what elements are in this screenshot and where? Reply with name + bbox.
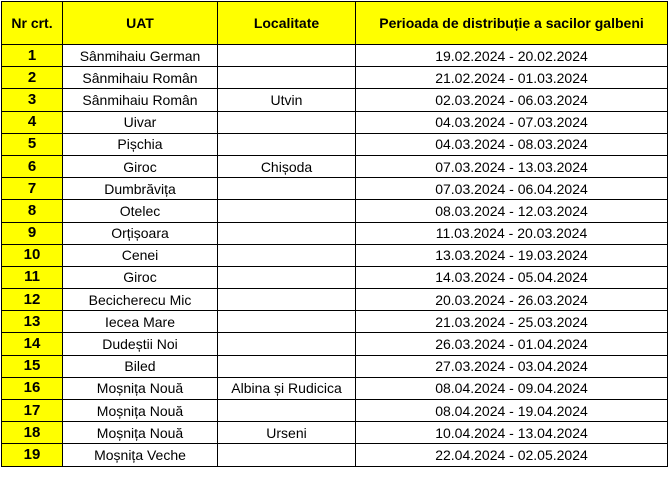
cell-perioada: 14.03.2024 - 05.04.2024 xyxy=(356,266,668,288)
cell-uat: Orțișoara xyxy=(63,222,218,244)
cell-nr: 12 xyxy=(2,289,63,311)
cell-uat: Becicherecu Mic xyxy=(63,289,218,311)
cell-uat: Dumbrăvița xyxy=(63,178,218,200)
cell-uat: Moșnița Nouă xyxy=(63,422,218,444)
header-localitate: Localitate xyxy=(218,2,356,45)
cell-nr: 3 xyxy=(2,89,63,111)
cell-localitate xyxy=(218,311,356,333)
cell-nr: 19 xyxy=(2,444,63,466)
cell-nr: 17 xyxy=(2,400,63,422)
header-uat: UAT xyxy=(63,2,218,45)
cell-uat: Moșnița Nouă xyxy=(63,377,218,399)
table-body xyxy=(2,45,668,467)
cell-localitate xyxy=(218,333,356,355)
cell-perioada: 10.04.2024 - 13.04.2024 xyxy=(356,422,668,444)
cell-nr: 16 xyxy=(2,377,63,399)
table-row xyxy=(2,444,668,466)
cell-uat: Otelec xyxy=(63,200,218,222)
cell-nr: 15 xyxy=(2,355,63,377)
table-row xyxy=(2,155,668,177)
cell-uat: Dudeștii Noi xyxy=(63,333,218,355)
cell-localitate: Chișoda xyxy=(218,155,356,177)
table-header xyxy=(2,2,668,45)
cell-nr: 7 xyxy=(2,178,63,200)
cell-localitate xyxy=(218,355,356,377)
cell-uat: Moșnița Veche xyxy=(63,444,218,466)
cell-localitate xyxy=(218,289,356,311)
table-row xyxy=(2,111,668,133)
cell-nr: 10 xyxy=(2,244,63,266)
cell-perioada: 13.03.2024 - 19.03.2024 xyxy=(356,244,668,266)
table-row xyxy=(2,222,668,244)
cell-perioada: 21.02.2024 - 01.03.2024 xyxy=(356,67,668,89)
cell-localitate xyxy=(218,200,356,222)
cell-uat: Biled xyxy=(63,355,218,377)
cell-nr: 4 xyxy=(2,111,63,133)
cell-uat: Iecea Mare xyxy=(63,311,218,333)
cell-perioada: 27.03.2024 - 03.04.2024 xyxy=(356,355,668,377)
cell-nr: 13 xyxy=(2,311,63,333)
cell-nr: 5 xyxy=(2,133,63,155)
table-row xyxy=(2,200,668,222)
cell-perioada: 19.02.2024 - 20.02.2024 xyxy=(356,45,668,67)
cell-perioada: 21.03.2024 - 25.03.2024 xyxy=(356,311,668,333)
table-row xyxy=(2,133,668,155)
cell-uat: Moșnița Nouă xyxy=(63,400,218,422)
cell-localitate xyxy=(218,444,356,466)
table-row xyxy=(2,400,668,422)
cell-nr: 8 xyxy=(2,200,63,222)
cell-nr: 9 xyxy=(2,222,63,244)
header-perioada: Perioada de distribuție a sacilor galbeni xyxy=(356,2,668,45)
cell-uat: Sânmihaiu German xyxy=(63,45,218,67)
cell-perioada: 08.04.2024 - 09.04.2024 xyxy=(356,377,668,399)
cell-localitate: Utvin xyxy=(218,89,356,111)
cell-perioada: 04.03.2024 - 07.03.2024 xyxy=(356,111,668,133)
table-row xyxy=(2,67,668,89)
header-row xyxy=(2,2,668,45)
table-row xyxy=(2,266,668,288)
cell-perioada: 22.04.2024 - 02.05.2024 xyxy=(356,444,668,466)
table-row xyxy=(2,377,668,399)
cell-localitate xyxy=(218,178,356,200)
table-row xyxy=(2,289,668,311)
cell-uat: Uivar xyxy=(63,111,218,133)
cell-localitate xyxy=(218,400,356,422)
cell-nr: 18 xyxy=(2,422,63,444)
cell-uat: Giroc xyxy=(63,155,218,177)
cell-localitate: Albina și Rudicica xyxy=(218,377,356,399)
cell-nr: 1 xyxy=(2,45,63,67)
table-row xyxy=(2,244,668,266)
header-nr: Nr crt. xyxy=(2,2,63,45)
cell-localitate: Urseni xyxy=(218,422,356,444)
cell-perioada: 26.03.2024 - 01.04.2024 xyxy=(356,333,668,355)
cell-localitate xyxy=(218,266,356,288)
table-row xyxy=(2,178,668,200)
cell-uat: Sânmihaiu Român xyxy=(63,67,218,89)
cell-localitate xyxy=(218,244,356,266)
table-row xyxy=(2,355,668,377)
distribution-table xyxy=(1,1,668,467)
cell-localitate xyxy=(218,222,356,244)
cell-perioada: 07.03.2024 - 13.03.2024 xyxy=(356,155,668,177)
cell-nr: 6 xyxy=(2,155,63,177)
cell-perioada: 20.03.2024 - 26.03.2024 xyxy=(356,289,668,311)
cell-perioada: 11.03.2024 - 20.03.2024 xyxy=(356,222,668,244)
cell-uat: Sânmihaiu Român xyxy=(63,89,218,111)
cell-localitate xyxy=(218,67,356,89)
cell-perioada: 04.03.2024 - 08.03.2024 xyxy=(356,133,668,155)
cell-localitate xyxy=(218,133,356,155)
cell-uat: Giroc xyxy=(63,266,218,288)
cell-nr: 11 xyxy=(2,266,63,288)
table-row xyxy=(2,89,668,111)
cell-uat: Pișchia xyxy=(63,133,218,155)
table-row xyxy=(2,45,668,67)
cell-nr: 14 xyxy=(2,333,63,355)
cell-perioada: 07.03.2024 - 06.04.2024 xyxy=(356,178,668,200)
cell-perioada: 08.03.2024 - 12.03.2024 xyxy=(356,200,668,222)
cell-perioada: 02.03.2024 - 06.03.2024 xyxy=(356,89,668,111)
cell-localitate xyxy=(218,111,356,133)
cell-uat: Cenei xyxy=(63,244,218,266)
table-row xyxy=(2,311,668,333)
cell-perioada: 08.04.2024 - 19.04.2024 xyxy=(356,400,668,422)
table-row xyxy=(2,333,668,355)
cell-localitate xyxy=(218,45,356,67)
cell-nr: 2 xyxy=(2,67,63,89)
table-row xyxy=(2,422,668,444)
